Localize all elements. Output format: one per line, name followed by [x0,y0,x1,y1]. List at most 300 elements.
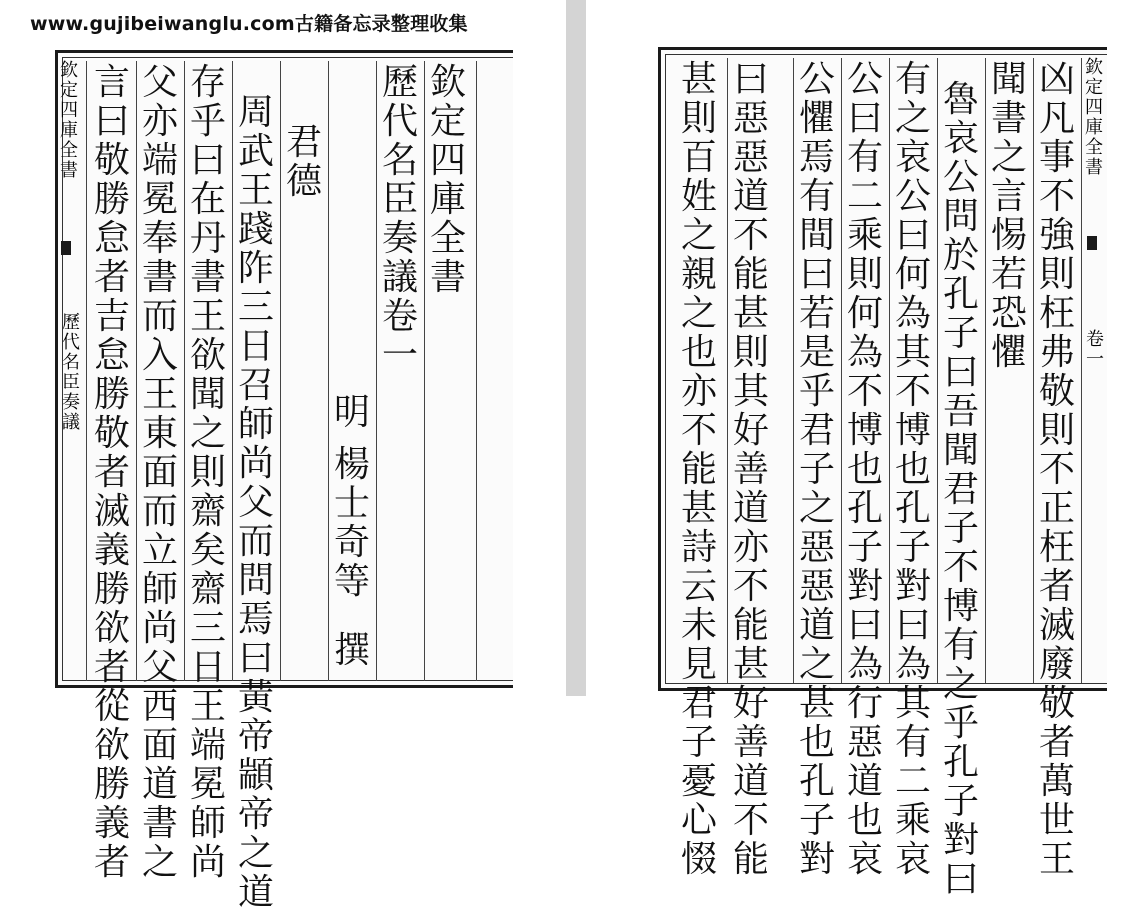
glyph: 欲 [190,335,227,376]
left-col-1 [430,63,466,297]
right-col-8 [681,60,717,879]
glyph: 庫 [60,120,78,141]
glyph: 師 [142,569,179,610]
glyph: 者 [94,257,131,298]
glyph: 百 [681,137,718,178]
glyph: 世 [1039,800,1076,841]
glyph: 勝 [94,179,131,220]
glyph: 王 [1039,839,1076,880]
glyph: 之 [799,488,836,529]
glyph: 立 [142,530,179,571]
glyph: 也 [847,449,884,490]
glyph: 三 [238,287,275,328]
glyph: 子 [943,313,980,354]
glyph: 子 [847,527,884,568]
right-col-4 [895,60,931,879]
column-rule [841,58,842,683]
glyph: 甚 [733,293,770,334]
glyph: 為 [847,332,884,373]
glyph: 之 [190,413,227,454]
column-rule [937,58,938,683]
right-page [658,47,1107,900]
glyph: 西 [142,686,179,727]
glyph: 曰 [847,605,884,646]
glyph: 曰 [943,352,980,393]
glyph: 曰 [895,605,932,646]
glyph: 甚 [681,59,718,100]
glyph: 其 [733,371,770,412]
glyph: 能 [681,449,718,490]
glyph: 乎 [190,101,227,142]
glyph: 子 [943,781,980,822]
column-rule [232,61,233,681]
glyph: 好 [733,410,770,451]
left-col-3-dynasty [334,393,370,432]
glyph: 而 [238,521,275,562]
column-rule [376,61,377,681]
glyph: 王 [190,296,227,337]
glyph: 萬 [1039,761,1076,802]
glyph: 孔 [799,761,836,802]
column-rule [136,61,137,681]
glyph: 尚 [142,608,179,649]
glyph: 子 [895,527,932,568]
glyph: 子 [681,722,718,763]
glyph: 其 [895,683,932,724]
glyph: 怠 [94,218,131,259]
glyph: 欽 [1085,57,1103,78]
glyph: 有 [847,137,884,178]
glyph: 不 [733,800,770,841]
column-rule [424,61,425,681]
glyph: 者 [1039,566,1076,607]
glyph: 怠 [94,335,131,376]
glyph: 三 [190,608,227,649]
glyph: 四 [1085,97,1103,118]
glyph: 帝 [238,794,275,835]
glyph: 武 [238,131,275,172]
glyph: 德 [286,161,323,202]
glyph: 名 [382,140,419,181]
glyph: 何 [847,293,884,334]
glyph: 書 [991,98,1028,139]
glyph: 枉 [1039,293,1076,334]
glyph: 惡 [847,722,884,763]
glyph: 而 [142,296,179,337]
glyph: 從 [94,686,131,727]
glyph: 甚 [733,644,770,685]
glyph: 凡 [1039,98,1076,139]
glyph: 敬 [94,140,131,181]
glyph: 王 [190,686,227,727]
glyph: 一 [1086,349,1104,370]
glyph: 言 [94,62,131,103]
right-col-2 [991,60,1027,372]
glyph: 王 [238,170,275,211]
glyph: 道 [847,761,884,802]
glyph: 冕 [190,764,227,805]
glyph: 不 [733,215,770,256]
glyph: 惙 [681,839,718,880]
glyph: 代 [382,101,419,142]
glyph: 道 [733,176,770,217]
glyph: 面 [142,725,179,766]
left-col-3-authors [334,445,370,670]
glyph: 公 [943,157,980,198]
glyph: 能 [733,605,770,646]
glyph: 聞 [991,59,1028,100]
glyph: 一 [382,335,419,376]
glyph: 間 [799,215,836,256]
glyph: 卷 [382,296,419,337]
glyph: 魯 [943,79,980,120]
glyph: 士 [334,483,371,524]
glyph: 庫 [1085,117,1103,138]
glyph: 歷 [62,312,80,333]
glyph: 帝 [238,716,275,757]
glyph: 孔 [895,488,932,529]
glyph: 有 [799,176,836,217]
glyph: 書 [190,257,227,298]
glyph: 書 [142,803,179,844]
left-col-7 [142,63,178,882]
glyph: 矣 [190,530,227,571]
glyph: 書 [142,257,179,298]
glyph: 不 [847,371,884,412]
glyph: 面 [142,452,179,493]
glyph: 卷 [1086,329,1104,350]
glyph: 惡 [733,98,770,139]
column-rule [328,61,329,681]
glyph: 欽 [430,62,467,103]
glyph: 懼 [991,332,1028,373]
glyph: 者 [94,842,131,883]
left-col-8 [94,63,130,882]
glyph: 道 [733,488,770,529]
glyph: 之 [991,137,1028,178]
glyph: 尚 [190,842,227,883]
glyph: 若 [799,293,836,334]
glyph: 義 [94,530,131,571]
right-col-1 [1039,60,1075,879]
glyph: 不 [943,547,980,588]
glyph: 齋 [190,569,227,610]
glyph: 之 [681,215,718,256]
glyph: 勝 [94,764,131,805]
glyph: 君 [943,469,980,510]
glyph: 弗 [1039,332,1076,373]
glyph: 師 [190,803,227,844]
glyph: 乘 [847,215,884,256]
glyph: 二 [895,761,932,802]
glyph: 乘 [895,800,932,841]
glyph: 甚 [799,683,836,724]
glyph: 東 [142,413,179,454]
glyph: 之 [238,833,275,874]
glyph: 丹 [190,218,227,259]
glyph: 議 [62,412,80,433]
glyph: 對 [847,566,884,607]
glyph: 曰 [94,101,131,142]
glyph: 則 [681,98,718,139]
glyph: 博 [847,410,884,451]
column-rule [727,58,728,683]
glyph: 則 [733,332,770,373]
glyph: 子 [799,800,836,841]
glyph: 書 [60,160,78,181]
glyph: 滅 [94,491,131,532]
right-col-7 [733,60,769,879]
glyph: 為 [895,293,932,334]
glyph: 問 [238,560,275,601]
glyph: 踐 [238,209,275,250]
glyph: 四 [430,140,467,181]
glyph: 言 [991,176,1028,217]
glyph: 尚 [238,443,275,484]
watermark-text: www.gujibeiwanglu.com古籍备忘录整理收集 [30,13,468,35]
glyph: 敬 [94,413,131,454]
glyph: 有 [895,722,932,763]
glyph: 哀 [895,137,932,178]
glyph: 好 [733,683,770,724]
glyph: 臣 [382,179,419,220]
glyph: 道 [142,764,179,805]
glyph: 云 [681,566,718,607]
left-margin-title [60,61,78,181]
glyph: 庫 [430,179,467,220]
glyph: 君 [286,122,323,163]
right-margin-title [1085,58,1103,178]
glyph: 者 [94,647,131,688]
glyph: 曰 [847,98,884,139]
glyph: 姓 [681,176,718,217]
glyph: 等 [334,561,371,602]
left-page [55,50,513,913]
column-rule [889,58,890,683]
left-col-5 [238,93,274,912]
glyph: 為 [847,644,884,685]
glyph: 欽 [60,60,78,81]
glyph: 君 [799,410,836,451]
glyph: 全 [1085,137,1103,158]
column-rule [86,61,87,681]
glyph: 也 [895,449,932,490]
glyph: 其 [895,332,932,373]
glyph: 對 [895,566,932,607]
glyph: 亦 [681,371,718,412]
glyph: 則 [1039,410,1076,451]
glyph: 周 [238,92,275,133]
glyph: 滅 [1039,605,1076,646]
glyph: 之 [142,842,179,883]
glyph: 曰 [943,859,980,900]
glyph: 之 [681,293,718,334]
glyph: 博 [895,410,932,451]
glyph: 齋 [190,491,227,532]
glyph: 乎 [799,371,836,412]
glyph: 者 [94,452,131,493]
glyph: 顓 [238,755,275,796]
glyph: 有 [943,625,980,666]
page-gutter [566,0,586,696]
glyph: 是 [799,332,836,373]
right-col-3 [943,80,979,899]
glyph: 道 [733,761,770,802]
glyph: 四 [60,100,78,121]
right-margin-volume [1086,330,1104,370]
glyph: 奇 [334,522,371,563]
glyph: 書 [430,257,467,298]
glyph: 欲 [94,608,131,649]
glyph: 甚 [681,488,718,529]
glyph [334,601,370,631]
glyph: 行 [847,683,884,724]
glyph: 於 [943,235,980,276]
glyph: 枉 [1039,527,1076,568]
left-col-2 [382,63,418,375]
glyph: 曰 [238,638,275,679]
left-col-4-section [286,123,322,201]
glyph: 義 [94,803,131,844]
glyph: 定 [60,80,78,101]
glyph: 歷 [382,62,419,103]
glyph: 哀 [847,839,884,880]
glyph: 不 [681,410,718,451]
glyph: 哀 [943,118,980,159]
glyph: 道 [799,605,836,646]
glyph: 乎 [943,703,980,744]
column-rule [184,61,185,681]
glyph: 不 [733,566,770,607]
glyph: 惡 [799,566,836,607]
glyph: 父 [238,482,275,523]
glyph: 者 [1039,722,1076,763]
glyph: 見 [681,644,718,685]
glyph: 則 [1039,254,1076,295]
right-fishtail-top [1087,236,1097,250]
left-col-6 [190,63,226,882]
glyph: 公 [847,59,884,100]
glyph: 能 [733,254,770,295]
glyph: 之 [799,644,836,685]
glyph: 欲 [94,725,131,766]
glyph: 敬 [1039,371,1076,412]
glyph: 勝 [94,569,131,610]
glyph: 聞 [943,430,980,471]
right-col-6 [799,60,835,879]
glyph: 為 [895,644,932,685]
column-rule [985,58,986,683]
glyph: 曰 [733,59,770,100]
glyph: 博 [943,586,980,627]
glyph: 日 [190,647,227,688]
glyph: 勝 [94,374,131,415]
glyph: 問 [943,196,980,237]
glyph: 君 [681,683,718,724]
glyph: 善 [733,722,770,763]
column-rule [1081,58,1082,683]
glyph: 召 [238,365,275,406]
glyph: 惕 [991,215,1028,256]
glyph: 未 [681,605,718,646]
glyph: 哀 [895,839,932,880]
glyph: 敬 [1039,683,1076,724]
glyph: 在 [190,179,227,220]
right-col-5 [847,60,883,879]
glyph: 心 [681,800,718,841]
glyph: 親 [681,254,718,295]
glyph: 子 [799,449,836,490]
glyph: 曰 [895,215,932,256]
glyph: 廢 [1039,644,1076,685]
glyph: 黃 [238,677,275,718]
glyph: 父 [142,62,179,103]
glyph: 聞 [190,374,227,415]
glyph: 定 [1085,77,1103,98]
glyph: 憂 [681,761,718,802]
glyph: 王 [142,374,179,415]
glyph: 強 [1039,215,1076,256]
glyph: 而 [142,491,179,532]
glyph: 師 [238,404,275,445]
glyph: 對 [799,839,836,880]
glyph: 亦 [733,527,770,568]
glyph: 全 [430,218,467,259]
glyph: 正 [1039,488,1076,529]
glyph: 道 [238,872,275,913]
glyph: 吉 [94,296,131,337]
glyph: 之 [943,664,980,705]
glyph: 曰 [190,140,227,181]
glyph: 子 [943,508,980,549]
glyph: 臣 [62,372,80,393]
glyph: 何 [895,254,932,295]
glyph: 焉 [238,599,275,640]
glyph: 冕 [142,179,179,220]
glyph: 代 [62,332,80,353]
glyph: 楊 [334,444,371,485]
glyph: 存 [190,62,227,103]
glyph: 也 [681,332,718,373]
glyph: 亦 [142,101,179,142]
column-rule [1033,58,1034,683]
glyph: 對 [943,820,980,861]
glyph: 名 [62,352,80,373]
glyph: 恐 [991,293,1028,334]
glyph: 懼 [799,98,836,139]
glyph: 端 [190,725,227,766]
glyph: 則 [847,254,884,295]
glyph: 能 [733,839,770,880]
glyph: 之 [895,98,932,139]
glyph: 全 [60,140,78,161]
column-rule [793,58,794,683]
glyph: 孔 [943,742,980,783]
left-fishtail-top [61,241,71,255]
glyph: 有 [895,59,932,100]
glyph: 則 [190,452,227,493]
glyph: 撰 [334,630,371,671]
glyph: 二 [847,176,884,217]
glyph: 孔 [847,488,884,529]
glyph: 若 [991,254,1028,295]
glyph: 不 [895,371,932,412]
glyph: 定 [430,101,467,142]
glyph: 焉 [799,137,836,178]
glyph: 事 [1039,137,1076,178]
glyph: 奏 [62,392,80,413]
glyph: 明 [334,392,371,433]
